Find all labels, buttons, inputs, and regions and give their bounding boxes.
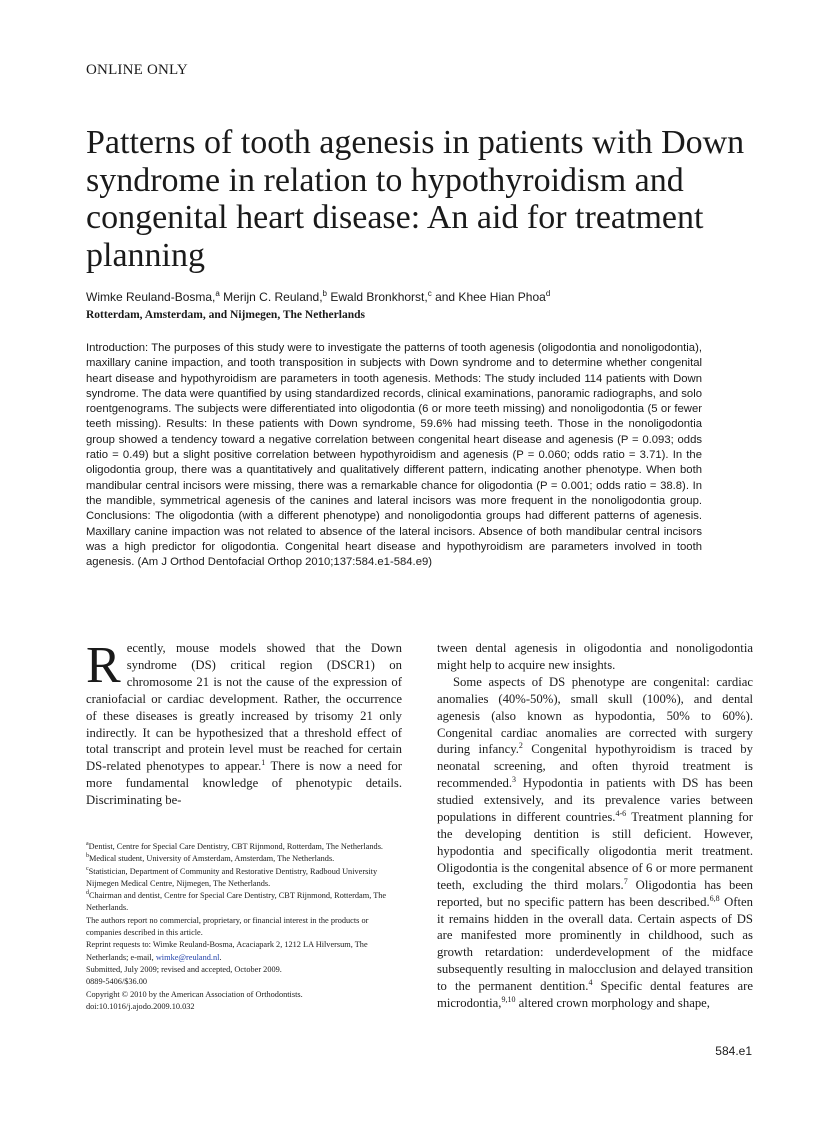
citation-ref: 9,10 xyxy=(501,994,516,1004)
body-paragraph xyxy=(86,637,402,809)
footnote xyxy=(86,841,402,853)
section-label: ONLINE ONLY xyxy=(86,62,188,78)
body-text-run: Congenital hypothyroidism is traced by neonatal screening, and often thyroid treatment is recommended. xyxy=(437,742,753,791)
footnote xyxy=(86,866,402,891)
body-text-run: Oligodontia has been reported, but no specific pattern has been described. xyxy=(437,877,753,909)
author-affiliation-mark: c xyxy=(427,289,432,298)
footnote-text: Statistician, Department of Community and Restorative Dentistry, Radboud University Nijmegen Medical Centre, Nijmegen, The Netherlands. xyxy=(86,866,378,888)
citation-ref: 7 xyxy=(623,876,628,886)
author-name: and Khee Hian Phoa xyxy=(435,290,546,304)
footnote-text: Dentist, Centre for Special Care Dentistry, CBT Rijnmond, Rotterdam, The Netherlands. xyxy=(88,842,384,851)
reprint-text: Reprint requests to: Wimke Reuland-Bosma, Acaciapark 2, 1212 LA Hilversum, The Netherlands; e-mail, xyxy=(86,940,368,962)
body-text-run: Hypodontia in patients with DS has been studied extensively, and its prevalence varies between populations in different countries. xyxy=(437,776,753,825)
body-column-left xyxy=(86,637,402,809)
body-text-run: Specific dental features are microdontia, xyxy=(437,979,753,1011)
author-affiliation: Rotterdam, Amsterdam, and Nijmegen, The Netherlands xyxy=(86,309,365,321)
footnote-text: Chairman and dentist, Centre for Special Care Dentistry, CBT Rijnmond, Rotterdam, The Netherlands. xyxy=(86,891,387,913)
body-text-run: Some aspects of DS phenotype are congenital: cardiac anomalies (40%-50%), small skull (100%), and dental agenesis (also known as hypodontia, 50% to 60%). Congenital cardiac anomalies are corrected with surgery during infancy. xyxy=(437,674,753,757)
submission-dates: Submitted, July 2009; revised and accepted, October 2009. xyxy=(86,964,282,974)
footnote-mark: c xyxy=(86,865,89,872)
footnote xyxy=(86,890,402,915)
body-text-run: Treatment planning for the developing dentition is still deficient. However, hypodontia and specifically oligodontia merit treatment. Oligodontia is the congenital absence of 6 or more permanent teeth, excluding the third molars. xyxy=(437,810,753,892)
disclosure-note: The authors report no commercial, proprietary, or financial interest in the products or companies described in this article. xyxy=(86,915,369,938)
doi: doi:10.1016/j.ajodo.2009.10.032 xyxy=(86,1001,195,1011)
citation-ref: 3 xyxy=(512,775,517,785)
abstract: Introduction: The purposes of this study were to investigate the patterns of tooth agenesis (oligodontia and nonoligodontia), maxillary canine impaction, and tooth transposition in subjects with Down syndrome and to determine whether congenital heart disease and hypothyroidism are parameters in tooth agenesis. Methods: The study included 114 patients with Down syndrome. The data were quantified by using standardized records, clinical examinations, panoramic radiographs, and solo roentgenograms. The subjects were differentiated into oligodontia (6 or more teeth missing) and nonoligodontia (5 or fewer teeth missing). Results: In these patients with Down syndrome, 59.6% had missing teeth. Those in the nonoligodontia group showed a tendency toward a negative correlation between congenital heart disease and agenesis (P = 0.093; odds ratio = 0.49) but a slight positive correlation between hypothyroidism and agenesis (P = 0.060; odds ratio = 3.71). In the oligodontia group, there was a quantitatively and qualitatively different pattern, indicating another phenotype. When both mandibular central incisors were missing, there was a remarkable chance for oligodontia (P = 0.001; odds ratio = 38.8). In the mandible, symmetrical agenesis of the canines and lateral incisors was more frequent in the nonoligodontia group. Conclusions: The oligodontia (with a different phenotype) and nonoligodontia groups had different patterns of agenesis. Maxillary canine impaction was not related to absence of the lateral incisors. Absence of both mandibular central incisors was a high predictor for oligodontia. Congenital heart disease and hypothyroidism are parameters involved in tooth agenesis. (Am J Orthod Dentofacial Orthop 2010;137:584.e1-584.e9) xyxy=(86,342,702,569)
citation-ref: 4-6 xyxy=(615,808,627,818)
reprint-text: . xyxy=(219,952,222,962)
page-number: 584.e1 xyxy=(715,1044,752,1058)
footnote-mark: b xyxy=(86,853,89,860)
body-text-run: altered crown morphology and shape, xyxy=(515,996,710,1011)
citation-ref: 4 xyxy=(588,977,593,987)
footnote-mark: a xyxy=(86,841,89,848)
author-name: Ewald Bronkhorst, xyxy=(330,290,428,304)
author-name: Wimke Reuland-Bosma, xyxy=(86,290,216,304)
reprint-request xyxy=(86,939,402,964)
author-affiliation-mark: d xyxy=(545,289,551,298)
author-list xyxy=(86,290,766,305)
copyright: Copyright © 2010 by the American Association of Orthodontists. xyxy=(86,989,303,999)
body-text-run: ecently, mouse models showed that the Down syndrome (DS) critical region (DSCR1) on chromosome 21 is not the cause of the expression of craniofacial or cardiac development. Rather, the occurrence of these diseases is greatly increased by trisomy 21 only indirectly. It can be hypothesized that a threshold effect of total transcript and protein level must be reached for certain DS-related phenotypes to appear. xyxy=(86,641,402,774)
body-paragraph: tween dental agenesis in oligodontia and nonoligodontia might help to acquire new insights. xyxy=(437,641,753,672)
body-column-right xyxy=(437,640,753,1012)
body-paragraph xyxy=(437,674,753,1012)
drop-cap: R xyxy=(86,637,121,694)
article-title: Patterns of tooth agenesis in patients with Down syndrome in relation to hypothyroidism and congenital heart disease: An aid for treatment planning xyxy=(86,124,745,274)
citation-ref: 6,8 xyxy=(709,893,720,903)
author-name: Merijn C. Reuland, xyxy=(223,290,323,304)
author-affiliation-mark: b xyxy=(322,289,327,298)
footnote xyxy=(86,853,402,865)
email-link[interactable]: wimke@reuland.nl xyxy=(155,952,220,962)
author-affiliation-mark: a xyxy=(215,289,220,298)
footnotes xyxy=(86,841,402,1013)
citation-ref: 2 xyxy=(518,741,523,751)
footnote-text: Medical student, University of Amsterdam, Amsterdam, The Netherlands. xyxy=(89,854,335,864)
body-text-run: Often it remains hidden in the overall data. Certain aspects of DS are manifested more prominently in childhood, such as growth retardation: underdevelopment of the midface subsequently resulting in malocclusion and delayed transition to the permanent dentition. xyxy=(437,894,753,994)
issn: 0889-5406/$36.00 xyxy=(86,977,148,987)
body-text-run: There is now a need for more fundamental knowledge of phenotypic details. Discriminating be- xyxy=(86,759,402,808)
footnote-mark: d xyxy=(86,890,89,897)
citation-ref: 1 xyxy=(261,758,266,768)
